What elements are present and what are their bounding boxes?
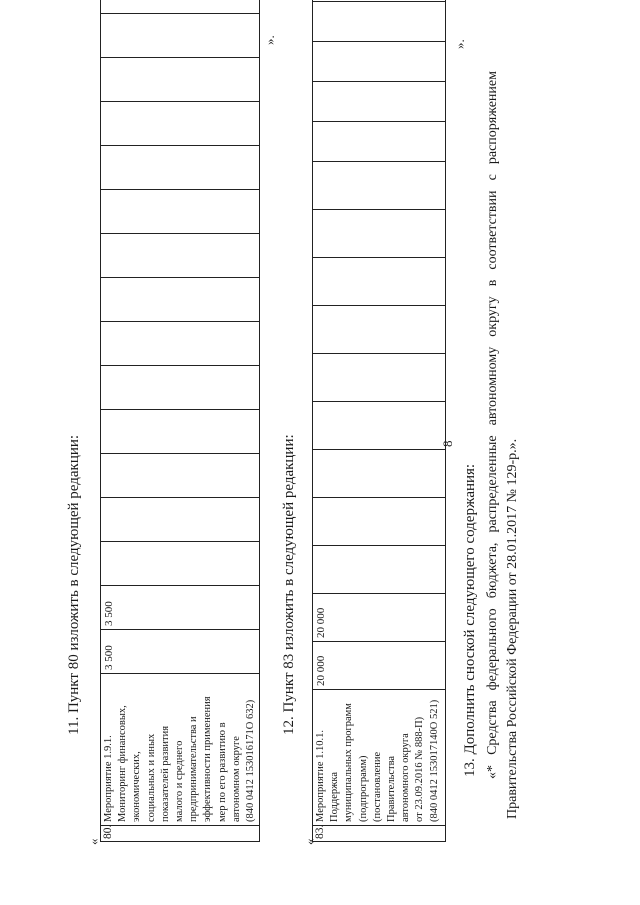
description-line: муниципальных программ [343, 703, 355, 822]
description-line: предпринимательства и [188, 716, 200, 822]
item-11-table [100, 0, 260, 842]
value-cell [101, 58, 260, 102]
value-cell [313, 306, 446, 354]
value-cell [101, 102, 260, 146]
table-row [313, 0, 446, 842]
item-12-heading: 12. Пункт 83 изложить в следующей редакции: [281, 434, 297, 735]
row-description [313, 690, 446, 826]
description-line: эффективности применения [202, 696, 214, 822]
item-11-close-quote: ». [262, 35, 277, 45]
description-line: мер по его развитию в [216, 722, 228, 822]
description-line: Мониторинг финансовых, [117, 705, 129, 822]
description-line: (подпрограмм) [357, 755, 369, 822]
row-number: 83. [313, 826, 446, 842]
description-line: малого и среднего [174, 740, 186, 822]
value-cell [101, 498, 260, 542]
value-cell: 3 500 [101, 630, 260, 674]
value-cell [101, 14, 260, 58]
value-cell [313, 162, 446, 210]
value-cell [313, 258, 446, 306]
item-12-open-quote: « [302, 838, 317, 845]
description-line: Правительства [386, 755, 398, 822]
description-line: Мероприятие 1.10.1. [315, 729, 326, 822]
description-line: автономном округе [230, 736, 242, 822]
value-cell [313, 0, 446, 2]
value-cell [101, 234, 260, 278]
description-line: (840 0412 153017140О 521) [428, 699, 440, 822]
value-cell [101, 322, 260, 366]
table-row [101, 0, 260, 842]
value-cell: 20 000 [313, 642, 446, 690]
value-cell [313, 210, 446, 258]
value-cell [101, 190, 260, 234]
footnote-line-1: «* Средства федерального бюджета, распределенные автономному округу в соответствии с распоряжением [485, 71, 500, 779]
item-11-open-quote: « [86, 838, 101, 845]
description-line: (постановление [371, 751, 383, 822]
description-line: Мероприятие 1.9.1. [103, 735, 114, 822]
item-12-close-quote: ». [452, 39, 467, 49]
description-line: Поддержка [329, 772, 341, 822]
value-cell [313, 402, 446, 450]
description-line: (840 0412 153016171О 632) [245, 699, 257, 822]
value-cell [101, 410, 260, 454]
value-cell [313, 354, 446, 402]
row-number: 80. [101, 826, 260, 842]
value-cell [313, 546, 446, 594]
value-cell [101, 278, 260, 322]
value-cell [313, 42, 446, 82]
item-12-table [312, 0, 446, 842]
row-description [101, 674, 260, 826]
description-line: от 23.09.2016 № 888-П) [414, 716, 426, 822]
value-cell [101, 0, 260, 14]
value-cell [101, 366, 260, 410]
value-cell [313, 2, 446, 42]
value-cell: 20 000 [313, 594, 446, 642]
value-cell [313, 450, 446, 498]
description-line: экономических, [131, 751, 143, 822]
page-number: 8 [440, 440, 455, 447]
value-cell: 3 500 [101, 586, 260, 630]
footnote-line-2: Правительства Российской Федерации от 28.01.2017 № 129-р.». [505, 438, 520, 819]
description-line: показателей развития [159, 725, 171, 822]
value-cell [313, 498, 446, 546]
value-cell [101, 146, 260, 190]
value-cell [313, 82, 446, 122]
item-13-heading: 13. Дополнить сноской следующего содержания: [462, 463, 478, 777]
value-cell [313, 122, 446, 162]
value-cell [101, 542, 260, 586]
description-line: социальных и иных [145, 733, 157, 822]
value-cell [101, 454, 260, 498]
description-line: автономного округа [400, 733, 412, 822]
item-11-heading: 11. Пункт 80 изложить в следующей редакции: [66, 434, 82, 735]
